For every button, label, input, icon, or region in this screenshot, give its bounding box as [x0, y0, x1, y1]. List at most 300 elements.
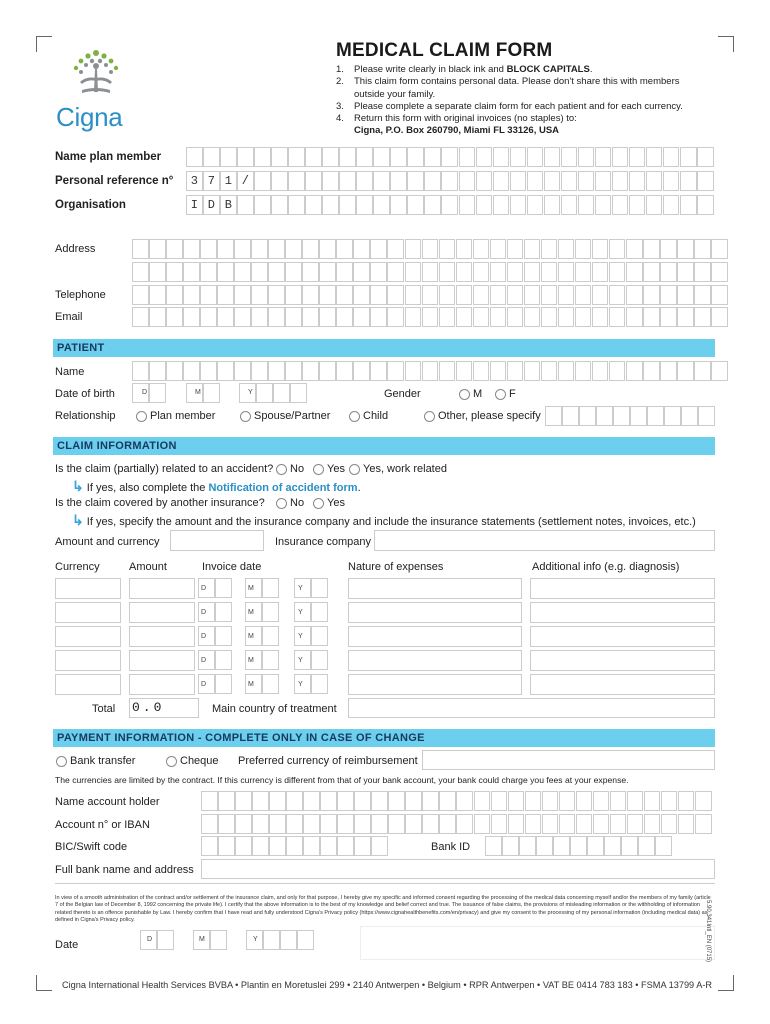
char-cell[interactable]: [271, 171, 288, 191]
char-cell[interactable]: [132, 262, 149, 282]
char-cell[interactable]: [644, 791, 661, 811]
char-cell[interactable]: [203, 383, 220, 403]
char-cell[interactable]: [262, 578, 279, 598]
char-cell[interactable]: [579, 406, 596, 426]
char-cell[interactable]: [285, 307, 302, 327]
char-cell[interactable]: [370, 307, 387, 327]
char-cell[interactable]: [268, 262, 285, 282]
char-cell[interactable]: [663, 147, 680, 167]
expense-amount-input[interactable]: [129, 578, 195, 599]
char-cell[interactable]: [626, 285, 643, 305]
expense-additional-input[interactable]: [530, 674, 715, 695]
char-cell[interactable]: [609, 262, 626, 282]
char-cell[interactable]: [592, 307, 609, 327]
char-cell[interactable]: [490, 262, 507, 282]
char-cell[interactable]: [711, 361, 728, 381]
char-cell[interactable]: [149, 285, 166, 305]
dob-day-input[interactable]: [132, 383, 166, 403]
char-cell[interactable]: [339, 195, 356, 215]
char-cell[interactable]: [493, 147, 510, 167]
char-cell[interactable]: [302, 262, 319, 282]
char-cell[interactable]: [456, 285, 473, 305]
char-cell[interactable]: [353, 361, 370, 381]
char-cell[interactable]: [661, 791, 678, 811]
char-cell[interactable]: [217, 239, 234, 259]
char-cell[interactable]: [593, 814, 610, 834]
char-cell[interactable]: [200, 239, 217, 259]
char-cell[interactable]: 3: [186, 171, 203, 191]
char-cell[interactable]: [456, 361, 473, 381]
char-cell[interactable]: [237, 147, 254, 167]
bank-id-input[interactable]: [485, 836, 672, 856]
char-cell[interactable]: [322, 171, 339, 191]
char-cell[interactable]: [290, 383, 307, 403]
char-cell[interactable]: [288, 195, 305, 215]
char-cell[interactable]: [558, 262, 575, 282]
char-cell[interactable]: [576, 814, 593, 834]
expense-currency-input[interactable]: [55, 578, 121, 599]
char-cell[interactable]: [646, 147, 663, 167]
char-cell[interactable]: [510, 147, 527, 167]
radio-circle[interactable]: [166, 756, 177, 767]
char-cell[interactable]: [215, 602, 232, 622]
char-cell[interactable]: [373, 195, 390, 215]
char-cell[interactable]: [183, 285, 200, 305]
char-cell[interactable]: [558, 285, 575, 305]
char-cell[interactable]: [698, 406, 715, 426]
expense-amount-input[interactable]: [129, 602, 195, 623]
expense-nature-input[interactable]: [348, 602, 522, 623]
char-cell[interactable]: [336, 307, 353, 327]
char-cell[interactable]: [387, 262, 404, 282]
char-cell[interactable]: [354, 791, 371, 811]
char-cell[interactable]: [643, 262, 660, 282]
relationship-child-radio[interactable]: Child: [349, 410, 388, 422]
char-cell[interactable]: [297, 930, 314, 950]
char-cell[interactable]: [132, 239, 149, 259]
char-cell[interactable]: [695, 814, 712, 834]
char-cell[interactable]: [422, 262, 439, 282]
expense-nature-input[interactable]: [348, 674, 522, 695]
char-cell[interactable]: [407, 195, 424, 215]
char-cell[interactable]: [356, 195, 373, 215]
char-cell[interactable]: [319, 307, 336, 327]
char-cell[interactable]: [387, 239, 404, 259]
char-cell[interactable]: [544, 195, 561, 215]
char-cell[interactable]: [157, 930, 174, 950]
char-cell[interactable]: [336, 239, 353, 259]
char-cell[interactable]: [200, 307, 217, 327]
expense-additional-input[interactable]: [530, 650, 715, 671]
char-cell[interactable]: [697, 171, 714, 191]
char-cell[interactable]: [217, 262, 234, 282]
amount-currency-input[interactable]: [170, 530, 264, 551]
char-cell[interactable]: [388, 814, 405, 834]
char-cell[interactable]: [629, 195, 646, 215]
bic-input[interactable]: [201, 836, 388, 856]
char-cell[interactable]: [200, 361, 217, 381]
char-cell[interactable]: [405, 262, 422, 282]
char-cell[interactable]: [285, 361, 302, 381]
char-cell[interactable]: [680, 147, 697, 167]
char-cell[interactable]: [473, 239, 490, 259]
char-cell[interactable]: [647, 406, 664, 426]
char-cell[interactable]: [201, 836, 218, 856]
char-cell[interactable]: [252, 814, 269, 834]
char-cell[interactable]: [183, 361, 200, 381]
radio-circle[interactable]: [276, 464, 287, 475]
char-cell[interactable]: [507, 262, 524, 282]
char-cell[interactable]: [311, 578, 328, 598]
radio-circle[interactable]: [136, 411, 147, 422]
char-cell[interactable]: [629, 147, 646, 167]
char-cell[interactable]: [373, 171, 390, 191]
char-cell[interactable]: [407, 171, 424, 191]
char-cell[interactable]: [621, 836, 638, 856]
radio-circle[interactable]: [313, 464, 324, 475]
char-cell[interactable]: [149, 307, 166, 327]
char-cell[interactable]: [388, 791, 405, 811]
char-cell[interactable]: [215, 650, 232, 670]
char-cell[interactable]: [263, 930, 280, 950]
char-cell[interactable]: [387, 361, 404, 381]
char-cell[interactable]: [405, 814, 422, 834]
char-cell[interactable]: [604, 836, 621, 856]
char-cell[interactable]: [493, 195, 510, 215]
char-cell[interactable]: [638, 836, 655, 856]
char-cell[interactable]: [473, 361, 490, 381]
radio-circle[interactable]: [313, 498, 324, 509]
char-cell[interactable]: [592, 239, 609, 259]
char-cell[interactable]: [311, 626, 328, 646]
char-cell[interactable]: [541, 285, 558, 305]
char-cell[interactable]: [256, 383, 273, 403]
char-cell[interactable]: [370, 285, 387, 305]
char-cell[interactable]: [660, 262, 677, 282]
email-input[interactable]: [132, 307, 728, 327]
char-cell[interactable]: [510, 171, 527, 191]
char-cell[interactable]: [220, 147, 237, 167]
char-cell[interactable]: [695, 791, 712, 811]
char-cell[interactable]: [288, 147, 305, 167]
char-cell[interactable]: [490, 239, 507, 259]
name-plan-member-input[interactable]: [186, 147, 714, 167]
char-cell[interactable]: [553, 836, 570, 856]
char-cell[interactable]: [677, 307, 694, 327]
char-cell[interactable]: [254, 195, 271, 215]
char-cell[interactable]: [200, 285, 217, 305]
char-cell[interactable]: [319, 239, 336, 259]
expense-additional-input[interactable]: [530, 626, 715, 647]
char-cell[interactable]: [609, 285, 626, 305]
expense-currency-input[interactable]: [55, 674, 121, 695]
char-cell[interactable]: [525, 814, 542, 834]
other-insurance-no-radio[interactable]: No: [276, 497, 304, 509]
char-cell[interactable]: [697, 195, 714, 215]
address-input-line-1[interactable]: [132, 239, 728, 259]
char-cell[interactable]: [476, 171, 493, 191]
char-cell[interactable]: [311, 602, 328, 622]
char-cell[interactable]: [595, 195, 612, 215]
char-cell[interactable]: [387, 285, 404, 305]
char-cell[interactable]: [680, 171, 697, 191]
char-cell[interactable]: [559, 814, 576, 834]
char-cell[interactable]: [561, 195, 578, 215]
char-cell[interactable]: [251, 239, 268, 259]
char-cell[interactable]: [508, 814, 525, 834]
char-cell[interactable]: [527, 147, 544, 167]
char-cell[interactable]: [663, 195, 680, 215]
radio-circle[interactable]: [349, 411, 360, 422]
char-cell[interactable]: [183, 307, 200, 327]
char-cell[interactable]: [339, 171, 356, 191]
char-cell[interactable]: B: [220, 195, 237, 215]
char-cell[interactable]: [441, 147, 458, 167]
char-cell[interactable]: [626, 361, 643, 381]
char-cell[interactable]: [681, 406, 698, 426]
expense-currency-input[interactable]: [55, 650, 121, 671]
char-cell[interactable]: [322, 195, 339, 215]
char-cell[interactable]: [370, 239, 387, 259]
char-cell[interactable]: [576, 791, 593, 811]
char-cell[interactable]: [215, 626, 232, 646]
char-cell[interactable]: [610, 791, 627, 811]
char-cell[interactable]: [677, 285, 694, 305]
radio-circle[interactable]: [56, 756, 67, 767]
char-cell[interactable]: [254, 147, 271, 167]
char-cell[interactable]: [626, 307, 643, 327]
expense-additional-input[interactable]: [530, 602, 715, 623]
char-cell[interactable]: [610, 814, 627, 834]
char-cell[interactable]: [660, 361, 677, 381]
char-cell[interactable]: [626, 262, 643, 282]
char-cell[interactable]: [595, 147, 612, 167]
char-cell[interactable]: [561, 171, 578, 191]
char-cell[interactable]: [217, 285, 234, 305]
char-cell[interactable]: [356, 171, 373, 191]
char-cell[interactable]: [439, 262, 456, 282]
char-cell[interactable]: [268, 361, 285, 381]
relationship-other-input[interactable]: [545, 406, 715, 426]
gender-m-radio[interactable]: M: [459, 388, 482, 400]
char-cell[interactable]: [544, 171, 561, 191]
radio-circle[interactable]: [240, 411, 251, 422]
char-cell[interactable]: [473, 285, 490, 305]
char-cell[interactable]: [595, 171, 612, 191]
char-cell[interactable]: [215, 578, 232, 598]
char-cell[interactable]: [609, 361, 626, 381]
char-cell[interactable]: [441, 195, 458, 215]
radio-circle[interactable]: [424, 411, 435, 422]
char-cell[interactable]: [371, 791, 388, 811]
char-cell[interactable]: [524, 361, 541, 381]
char-cell[interactable]: [609, 239, 626, 259]
char-cell[interactable]: [251, 307, 268, 327]
char-cell[interactable]: [235, 814, 252, 834]
char-cell[interactable]: [558, 307, 575, 327]
char-cell[interactable]: [459, 171, 476, 191]
char-cell[interactable]: [612, 171, 629, 191]
expense-currency-input[interactable]: [55, 602, 121, 623]
char-cell[interactable]: [630, 406, 647, 426]
char-cell[interactable]: [592, 285, 609, 305]
char-cell[interactable]: [311, 650, 328, 670]
char-cell[interactable]: [405, 791, 422, 811]
char-cell[interactable]: [354, 836, 371, 856]
char-cell[interactable]: [303, 791, 320, 811]
char-cell[interactable]: [456, 307, 473, 327]
char-cell[interactable]: [541, 262, 558, 282]
expense-additional-input[interactable]: [530, 578, 715, 599]
char-cell[interactable]: [288, 171, 305, 191]
char-cell[interactable]: [234, 285, 251, 305]
char-cell[interactable]: [339, 147, 356, 167]
char-cell[interactable]: [711, 307, 728, 327]
gender-m-radio-circle[interactable]: [459, 389, 470, 400]
char-cell[interactable]: [646, 171, 663, 191]
char-cell[interactable]: [456, 791, 473, 811]
char-cell[interactable]: [578, 195, 595, 215]
char-cell[interactable]: [422, 791, 439, 811]
accident-work-related-radio[interactable]: Yes, work related: [349, 463, 447, 475]
expense-amount-input[interactable]: [129, 650, 195, 671]
char-cell[interactable]: [473, 262, 490, 282]
char-cell[interactable]: [439, 814, 456, 834]
char-cell[interactable]: [476, 195, 493, 215]
char-cell[interactable]: [491, 814, 508, 834]
char-cell[interactable]: [646, 195, 663, 215]
char-cell[interactable]: [218, 814, 235, 834]
char-cell[interactable]: [609, 307, 626, 327]
char-cell[interactable]: [302, 239, 319, 259]
char-cell[interactable]: [262, 602, 279, 622]
char-cell[interactable]: [541, 361, 558, 381]
char-cell[interactable]: [268, 239, 285, 259]
char-cell[interactable]: [643, 285, 660, 305]
char-cell[interactable]: [694, 285, 711, 305]
char-cell[interactable]: [524, 285, 541, 305]
char-cell[interactable]: [612, 147, 629, 167]
char-cell[interactable]: [322, 147, 339, 167]
sign-date-day-input[interactable]: [140, 930, 174, 950]
signature-area[interactable]: [360, 926, 715, 960]
char-cell[interactable]: [166, 307, 183, 327]
char-cell[interactable]: [285, 262, 302, 282]
char-cell[interactable]: [353, 239, 370, 259]
char-cell[interactable]: [251, 262, 268, 282]
char-cell[interactable]: [507, 307, 524, 327]
relationship-other-radio[interactable]: Other, please specify: [424, 410, 541, 422]
char-cell[interactable]: [200, 262, 217, 282]
char-cell[interactable]: [353, 307, 370, 327]
char-cell[interactable]: [459, 147, 476, 167]
char-cell[interactable]: [183, 262, 200, 282]
char-cell[interactable]: [286, 814, 303, 834]
char-cell[interactable]: [354, 814, 371, 834]
char-cell[interactable]: [286, 791, 303, 811]
char-cell[interactable]: 1: [220, 171, 237, 191]
char-cell[interactable]: [493, 171, 510, 191]
char-cell[interactable]: [575, 307, 592, 327]
gender-f-radio[interactable]: F: [495, 388, 516, 400]
char-cell[interactable]: [422, 307, 439, 327]
char-cell[interactable]: [525, 791, 542, 811]
organisation-input[interactable]: [186, 195, 714, 215]
char-cell[interactable]: [439, 285, 456, 305]
char-cell[interactable]: [234, 262, 251, 282]
char-cell[interactable]: [490, 307, 507, 327]
char-cell[interactable]: [456, 239, 473, 259]
char-cell[interactable]: [575, 239, 592, 259]
char-cell[interactable]: [545, 406, 562, 426]
gender-f-radio-circle[interactable]: [495, 389, 506, 400]
char-cell[interactable]: [262, 650, 279, 670]
char-cell[interactable]: [629, 171, 646, 191]
char-cell[interactable]: [678, 791, 695, 811]
char-cell[interactable]: [149, 239, 166, 259]
bank-transfer-radio[interactable]: Bank transfer: [56, 755, 135, 767]
char-cell[interactable]: 7: [203, 171, 220, 191]
char-cell[interactable]: [507, 285, 524, 305]
char-cell[interactable]: [643, 239, 660, 259]
char-cell[interactable]: [303, 814, 320, 834]
char-cell[interactable]: [183, 239, 200, 259]
char-cell[interactable]: [407, 147, 424, 167]
char-cell[interactable]: [711, 262, 728, 282]
char-cell[interactable]: [644, 814, 661, 834]
char-cell[interactable]: [490, 285, 507, 305]
address-input-line-3[interactable]: [132, 285, 728, 305]
char-cell[interactable]: [524, 239, 541, 259]
char-cell[interactable]: [473, 307, 490, 327]
char-cell[interactable]: [285, 239, 302, 259]
dob-month-input[interactable]: [186, 383, 220, 403]
accident-yes-radio[interactable]: Yes: [313, 463, 345, 475]
char-cell[interactable]: [311, 674, 328, 694]
char-cell[interactable]: [439, 239, 456, 259]
char-cell[interactable]: [542, 791, 559, 811]
char-cell[interactable]: [252, 836, 269, 856]
char-cell[interactable]: [578, 171, 595, 191]
char-cell[interactable]: [422, 239, 439, 259]
char-cell[interactable]: [303, 836, 320, 856]
char-cell[interactable]: [655, 836, 672, 856]
char-cell[interactable]: [336, 285, 353, 305]
expense-currency-input[interactable]: [55, 626, 121, 647]
char-cell[interactable]: [694, 307, 711, 327]
char-cell[interactable]: [149, 262, 166, 282]
char-cell[interactable]: I: [186, 195, 203, 215]
char-cell[interactable]: [320, 791, 337, 811]
char-cell[interactable]: [536, 836, 553, 856]
char-cell[interactable]: [405, 285, 422, 305]
char-cell[interactable]: [490, 361, 507, 381]
char-cell[interactable]: [336, 361, 353, 381]
char-cell[interactable]: [510, 195, 527, 215]
char-cell[interactable]: [575, 361, 592, 381]
char-cell[interactable]: [371, 836, 388, 856]
radio-circle[interactable]: [349, 464, 360, 475]
char-cell[interactable]: [234, 307, 251, 327]
char-cell[interactable]: [677, 361, 694, 381]
char-cell[interactable]: [132, 361, 149, 381]
char-cell[interactable]: [694, 239, 711, 259]
char-cell[interactable]: [561, 147, 578, 167]
char-cell[interactable]: [302, 307, 319, 327]
char-cell[interactable]: [456, 814, 473, 834]
char-cell[interactable]: [570, 836, 587, 856]
char-cell[interactable]: [405, 307, 422, 327]
